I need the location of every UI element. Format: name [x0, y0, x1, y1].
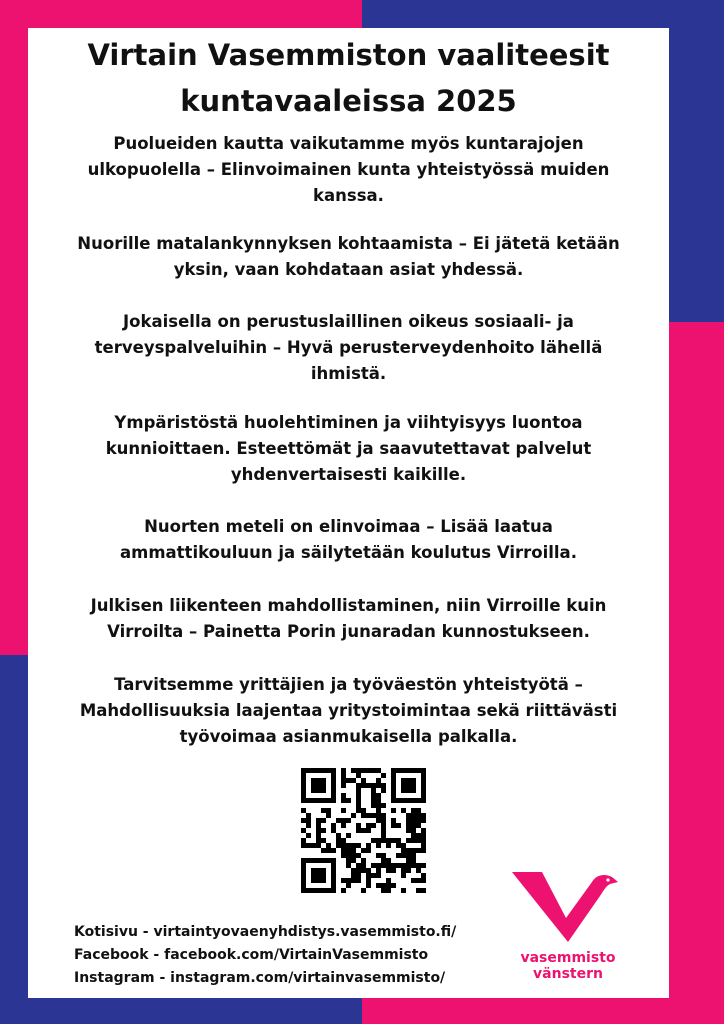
- facebook-link[interactable]: Facebook - facebook.com/VirtainVasemmisto: [74, 947, 429, 963]
- thesis-1: Puolueiden kautta vaikutamme myös kuntarajojen ulkopuolella – Elinvoimainen kunta yhteistyössä muiden kanssa.: [87, 134, 610, 205]
- title-line-2: kuntavaaleissa 2025: [180, 84, 517, 118]
- thesis-6: Julkisen liikenteen mahdollistaminen, niin Virroille kuin Virroilta – Painetta Porin junaradan kunnostukseen.: [90, 596, 607, 641]
- thesis-7: Tarvitsemme yrittäjien ja työväestön yhteistyötä – Mahdollisuuksia laajentaa yritystoimintaa sekä riittävästi työvoimaa asianmukaisella palkalla.: [79, 675, 618, 746]
- contact-links: [74, 921, 514, 990]
- logo-text-vanstern: vänstern: [533, 966, 603, 982]
- vasemmisto-logo: [508, 868, 628, 983]
- instagram-link[interactable]: Instagram - instagram.com/virtainvasemmisto/: [74, 970, 446, 986]
- homepage-link[interactable]: Kotisivu - virtaintyovaenyhdistys.vasemmisto.fi/: [74, 924, 457, 940]
- thesis-3: Jokaisella on perustuslaillinen oikeus sosiaali- ja terveyspalveluihin – Hyvä perusterveydenhoito lähellä ihmistä.: [94, 312, 603, 383]
- qr-code-icon[interactable]: [301, 768, 426, 893]
- logo-text-vasemmisto: vasemmisto: [520, 950, 616, 966]
- poster-title: [28, 32, 669, 124]
- poster-card: [28, 28, 669, 998]
- title-line-1: Virtain Vasemmiston vaaliteesit: [87, 38, 610, 72]
- thesis-4: Ympäristöstä huolehtiminen ja viihtyisyys luontoa kunnioittaen. Esteettömät ja saavutettavat palvelut yhdenvertaisesti kaikille.: [105, 413, 592, 484]
- vasemmisto-bird-v-logo-icon: [508, 868, 628, 948]
- thesis-5: Nuorten meteli on elinvoimaa – Lisää laatua ammattikouluun ja säilytetään koulutus Virroilla.: [120, 517, 577, 562]
- thesis-2: Nuorille matalankynnyksen kohtaamista – Ei jätetä ketään yksin, vaan kohdataan asiat yhdessä.: [77, 234, 620, 279]
